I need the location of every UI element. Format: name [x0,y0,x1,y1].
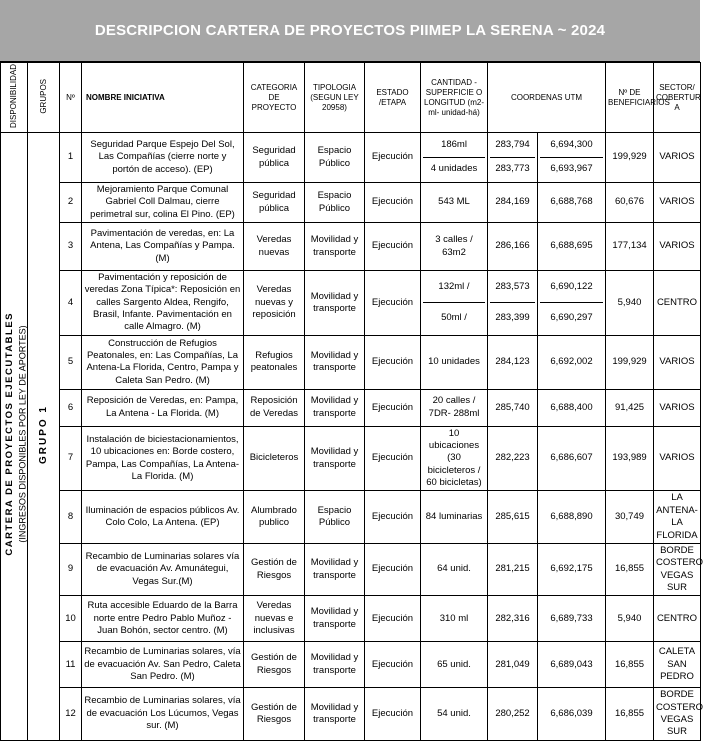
utm-east: 281,049 [488,642,538,688]
project-category: Bicicleteros [244,426,305,491]
project-quantity: 310 ml [421,596,488,642]
table-row [1,183,701,223]
sector: VARIOS [654,335,701,389]
project-category: Seguridad pública [244,183,305,223]
project-quantity: 54 unid. [421,688,488,740]
utm-north: 6,688,768 [538,183,606,223]
utm-north: 6,692,175 [538,543,606,595]
table-row [1,426,701,491]
beneficiaries: 193,989 [606,426,654,491]
project-quantity [421,133,488,183]
header-coordenadas: COORDENAS UTM [488,63,606,133]
project-category: Seguridad pública [244,133,305,183]
row-number: 4 [60,271,82,336]
project-typology: Movilidad y transporte [305,389,365,426]
project-category: Gestión de Riesgos [244,688,305,740]
project-typology: Movilidad y transporte [305,596,365,642]
sector: CENTRO [654,596,701,642]
project-status: Ejecución [365,389,421,426]
project-quantity: 10 unidades [421,335,488,389]
project-name: Ruta accesible Eduardo de la Barra norte entre Pedro Pablo Muñoz - Juan Bohón, sector centro. (M) [82,596,244,642]
sector: VARIOS [654,133,701,183]
project-status: Ejecución [365,223,421,271]
table-row [1,642,701,688]
project-typology: Movilidad y transporte [305,223,365,271]
utm-north: 6,688,400 [538,389,606,426]
header-cantidad: CANTIDAD - SUPERFICIE O LONGITUD (m2- ml- unidad-há) [421,63,488,133]
project-name: Seguridad Parque Espejo Del Sol, Las Compañías (cierre norte y portón de acceso). (EP) [82,133,244,183]
header-grupos: GRUPOS [28,63,60,133]
project-name: Instalación de biciestacionamientos, 10 ubicaciones en: Borde costero, Pampa, Las Compañías, La Antena-La Florida. (M) [82,426,244,491]
header-tipologia: TIPOLOGIA (SEGUN LEY 20958) [305,63,365,133]
project-quantity: 64 unid. [421,543,488,595]
project-name: Reposición de Veredas, en: Pampa, La Antena - La Florida. (M) [82,389,244,426]
sector: LA ANTENA-LA FLORIDA [654,491,701,543]
project-typology: Espacio Público [305,491,365,543]
project-typology: Movilidad y transporte [305,688,365,740]
sector: VARIOS [654,223,701,271]
row-number: 9 [60,543,82,595]
header-row [1,63,701,133]
row-number: 8 [60,491,82,543]
utm-north: 6,689,043 [538,642,606,688]
side-label-bold: CARTERA DE PROYECTOS EJECUTABLES [4,312,15,556]
project-quantity: 20 calles / 7DR- 288ml [421,389,488,426]
utm-east: 282,223 [488,426,538,491]
utm-north [538,133,606,183]
beneficiaries: 16,855 [606,688,654,740]
sector: VARIOS [654,183,701,223]
project-status: Ejecución [365,491,421,543]
sector: CALETA SAN PEDRO [654,642,701,688]
project-typology: Movilidad y transporte [305,335,365,389]
table-row [1,389,701,426]
row-number: 5 [60,335,82,389]
project-name: Recambio de Luminarias solares, vía de evacuación Los Lúcumos, Vegas sur. (M) [82,688,244,740]
project-name: Iluminación de espacios públicos Av. Colo Colo, La Antena. (EP) [82,491,244,543]
project-category: Alumbrado publico [244,491,305,543]
project-typology: Movilidad y transporte [305,271,365,336]
project-quantity: 84 luminarias [421,491,488,543]
project-quantity-line: 50ml / [423,302,485,333]
sector: VARIOS [654,426,701,491]
utm-east: 285,615 [488,491,538,543]
header-estado: ESTADO /ETAPA [365,63,421,133]
beneficiaries: 5,940 [606,596,654,642]
utm-north-line: 6,693,967 [540,157,603,181]
utm-east [488,271,538,336]
table-row [1,335,701,389]
utm-north: 6,689,733 [538,596,606,642]
project-typology: Movilidad y transporte [305,426,365,491]
beneficiaries: 16,855 [606,543,654,595]
project-category: Veredas nuevas [244,223,305,271]
project-status: Ejecución [365,642,421,688]
project-typology: Espacio Público [305,133,365,183]
project-status: Ejecución [365,543,421,595]
project-quantity: 10 ubicaciones (30 bicicleteros / 60 bicicletas) [421,426,488,491]
utm-east: 286,166 [488,223,538,271]
utm-north: 6,686,039 [538,688,606,740]
project-quantity: 3 calles / 63m2 [421,223,488,271]
project-name: Recambio de Luminarias solares, vía de evacuación Av. San Pedro, Caleta San Pedro. (M) [82,642,244,688]
project-status: Ejecución [365,426,421,491]
project-status: Ejecución [365,133,421,183]
row-number: 3 [60,223,82,271]
table-row [1,223,701,271]
project-typology: Movilidad y transporte [305,642,365,688]
project-category: Veredas nuevas e inclusivas [244,596,305,642]
table-row [1,688,701,740]
table-row [1,543,701,595]
group-label [28,133,60,741]
beneficiaries: 60,676 [606,183,654,223]
project-name: Pavimentación de veredas, en: La Antena, Las Compañías y Pampa. (M) [82,223,244,271]
row-number: 7 [60,426,82,491]
project-category: Gestión de Riesgos [244,543,305,595]
table-body [1,133,701,741]
beneficiaries: 16,855 [606,642,654,688]
project-quantity-line: 186ml [441,139,467,151]
project-status: Ejecución [365,688,421,740]
project-category: Refugios peatonales [244,335,305,389]
utm-east: 284,169 [488,183,538,223]
utm-east: 285,740 [488,389,538,426]
table-row [1,491,701,543]
header-beneficiarios: Nº DE BENEFICIARIOS [606,63,654,133]
utm-north: 6,688,890 [538,491,606,543]
side-label-sub: (INGRESOS DISPONIBLES POR LEY DE APORTES) [17,325,28,543]
utm-east: 282,316 [488,596,538,642]
sector: BORDE COSTERO VEGAS SUR [654,688,701,740]
utm-east-line: 283,794 [495,139,530,151]
utm-east: 281,215 [488,543,538,595]
header-numero: Nº [60,63,82,133]
project-quantity: 543 ML [421,183,488,223]
project-status: Ejecución [365,183,421,223]
utm-east-line: 283,399 [490,302,535,333]
row-number: 12 [60,688,82,740]
sector: VARIOS [654,389,701,426]
utm-east-line: 283,773 [490,157,535,181]
table-row [1,271,701,336]
beneficiaries: 199,929 [606,133,654,183]
row-number: 2 [60,183,82,223]
row-number: 10 [60,596,82,642]
project-category: Gestión de Riesgos [244,642,305,688]
utm-north: 6,688,695 [538,223,606,271]
document-title: DESCRIPCION CARTERA DE PROYECTOS PIIMEP LA SERENA ~ 2024 [0,0,700,62]
utm-north-line: 6,694,300 [550,139,593,151]
utm-east-line: 283,573 [495,281,530,293]
header-sector: SECTOR/ COBERTUR A [654,63,701,133]
utm-north: 6,692,002 [538,335,606,389]
availability-side-label [1,133,28,741]
project-name: Mejoramiento Parque Comunal Gabriel Coll Dalmau, cierre perimetral sur, colina El Pino. (EP) [82,183,244,223]
project-typology: Movilidad y transporte [305,543,365,595]
utm-north-line: 6,690,122 [550,281,593,293]
header-nombre: NOMBRE INICIATIVA [82,63,244,133]
project-status: Ejecución [365,271,421,336]
utm-north [538,271,606,336]
project-quantity-line: 4 unidades [423,157,485,181]
utm-east: 284,123 [488,335,538,389]
utm-north-line: 6,690,297 [540,302,603,333]
project-name: Recambio de Luminarias solares vía de evacuación Av. Amunátegui, Vegas Sur.(M) [82,543,244,595]
sector: CENTRO [654,271,701,336]
beneficiaries: 91,425 [606,389,654,426]
project-category: Veredas nuevas y reposición [244,271,305,336]
sector: BORDE COSTERO VEGAS SUR [654,543,701,595]
beneficiaries: 199,929 [606,335,654,389]
project-status: Ejecución [365,335,421,389]
table-row [1,596,701,642]
beneficiaries: 5,940 [606,271,654,336]
utm-north: 6,686,607 [538,426,606,491]
row-number: 11 [60,642,82,688]
header-disponibilidad: DISPONIBILIDAD [1,63,28,133]
table-row [1,133,701,183]
project-quantity [421,271,488,336]
row-number: 6 [60,389,82,426]
utm-east [488,133,538,183]
header-categoria: CATEGORIA DE PROYECTO [244,63,305,133]
group-label-text: GRUPO 1 [38,404,49,464]
project-status: Ejecución [365,596,421,642]
row-number: 1 [60,133,82,183]
project-category: Reposición de Veredas [244,389,305,426]
utm-east: 280,252 [488,688,538,740]
projects-table [0,62,701,741]
beneficiaries: 30,749 [606,491,654,543]
project-name: Construcción de Refugios Peatonales, en: Las Compañías, La Antena-La Florida, Centro, Pampa y Caleta San Pedro. (M) [82,335,244,389]
project-quantity: 65 unid. [421,642,488,688]
project-typology: Espacio Público [305,183,365,223]
project-name: Pavimentación y reposición de veredas Zona Típica*: Reposición en calles Sargento Aldea, Rengifo, Brasil, Infante. Pavimentación en calle Almagro. (M) [82,271,244,336]
beneficiaries: 177,134 [606,223,654,271]
project-quantity-line: 132ml / [438,281,470,293]
